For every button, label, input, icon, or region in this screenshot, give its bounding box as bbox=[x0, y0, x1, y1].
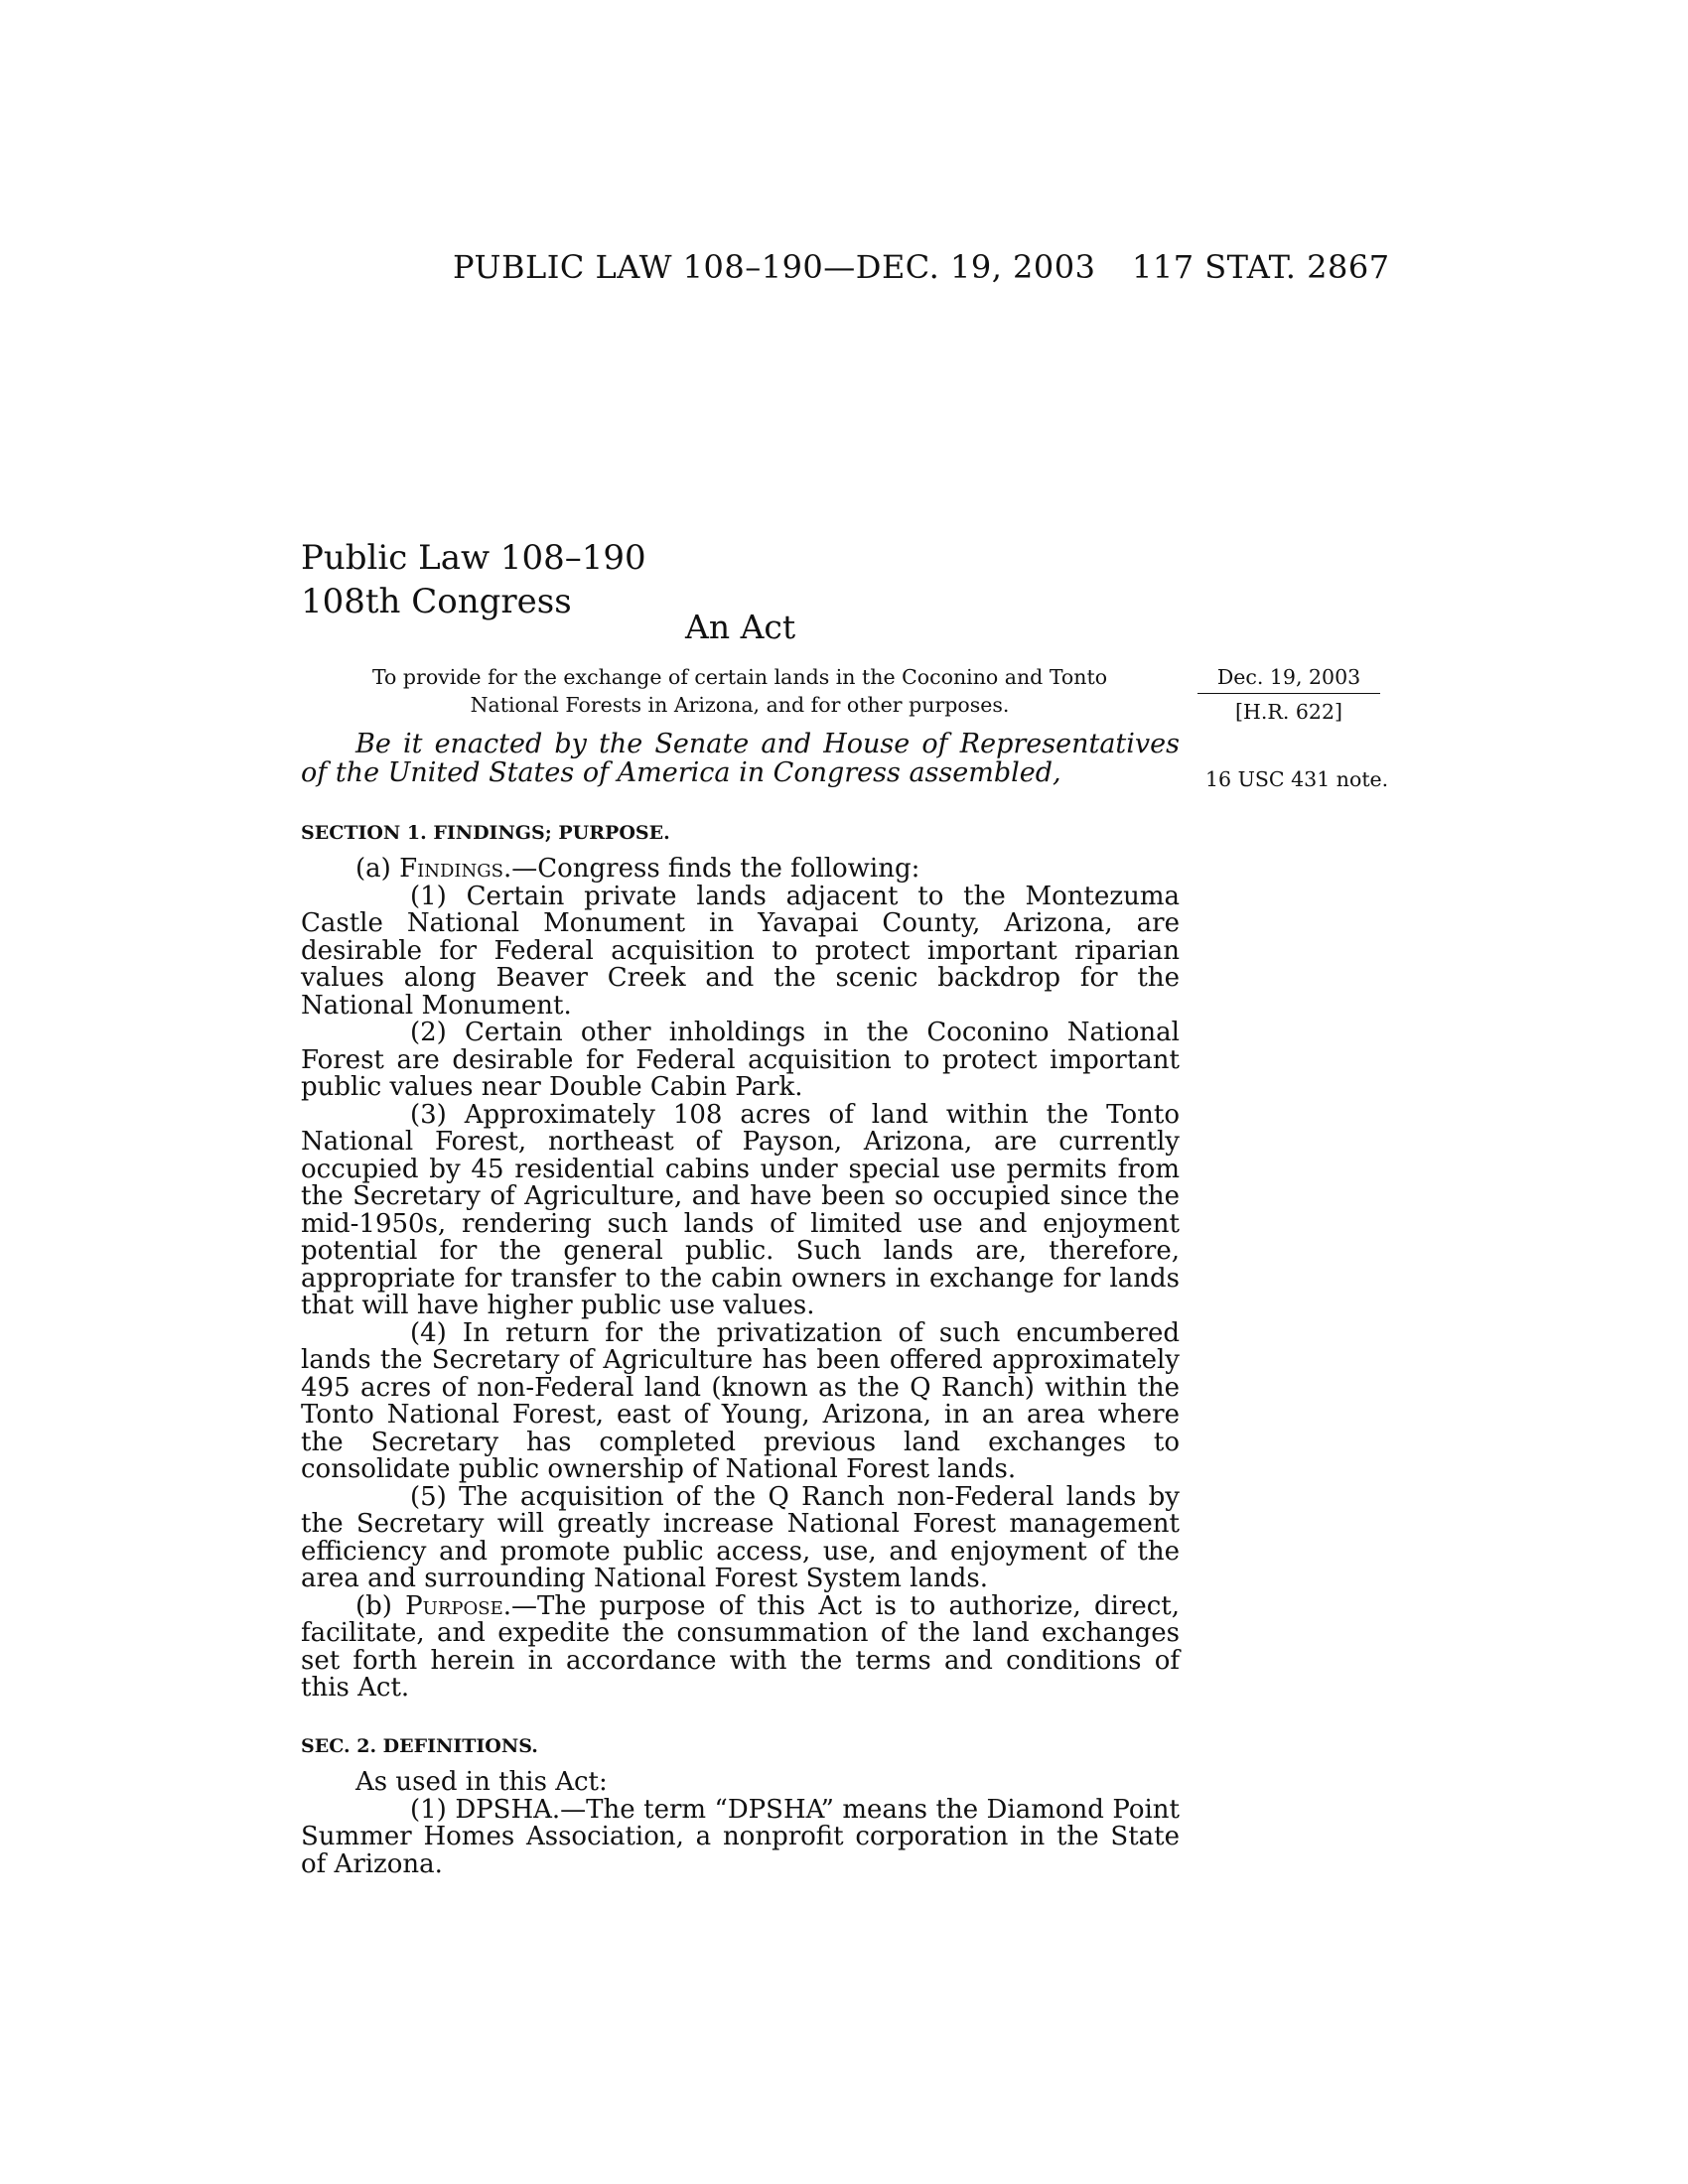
long-title: To provide for the exchange of certain lands in the Coconino and Tonto National Forests in Arizona, and for other purposes. bbox=[371, 665, 1108, 717]
section-2-body bbox=[301, 1769, 1180, 1878]
finding-5: (5) The acquisition of the Q Ranch non-Federal lands by the Secretary will greatly increase National Forest management efficiency and promote public access, use, and enjoyment of the area and surrounding National Forest System lands. bbox=[301, 1481, 1180, 1593]
public-law-number: Public Law 108–190 bbox=[301, 538, 646, 578]
congress-number: 108th Congress bbox=[301, 582, 572, 621]
subsection-a-label: Findings bbox=[399, 854, 503, 884]
bill-number: [H.R. 622] bbox=[1235, 700, 1342, 724]
enacting-clause bbox=[301, 730, 1180, 787]
margin-note-date bbox=[1197, 663, 1380, 726]
law-identification bbox=[301, 536, 646, 623]
finding-1: (1) Certain private lands adjacent to the Montezuma Castle National Monument in Yavapai County, Arizona, are desirable for Federal acquisition to protect important riparian values along Beaver Creek and the scenic backdrop for the National Monument. bbox=[301, 881, 1180, 1021]
subsection-b-label: Purpose bbox=[405, 1590, 503, 1621]
subsection-a-prefix: (a) bbox=[355, 854, 400, 884]
subsection-b bbox=[301, 1590, 1180, 1703]
finding-2: (2) Certain other inholdings in the Coconino National Forest are desirable for Federal acquisition to protect important public values near Double Cabin Park. bbox=[301, 1018, 1180, 1102]
finding-4: (4) In return for the privatization of such encumbered lands the Secretary of Agriculture has been offered approximately 495 acres of non-Federal land (known as the Q Ranch) within the Tonto National Forest, east of Young, Arizona, in an area where the Secretary has completed previous land exchanges to consolidate public ownership of National Forest lands. bbox=[301, 1317, 1180, 1484]
section-1-heading: SECTION 1. FINDINGS; PURPOSE. bbox=[301, 822, 670, 844]
subsection-a bbox=[301, 856, 1180, 884]
definition-1-label: DPSHA bbox=[455, 1794, 552, 1825]
definition-1-text: .—The term “DPSHA” means the Diamond Point Summer Homes Association, a nonprofit corporation in the State of Arizona. bbox=[301, 1794, 1181, 1879]
margin-note-usc: 16 USC 431 note. bbox=[1205, 767, 1389, 791]
section-1-body bbox=[301, 856, 1180, 1703]
definition-1 bbox=[301, 1794, 1181, 1879]
subsection-a-text: .—Congress finds the following: bbox=[502, 854, 920, 884]
section-2-heading: SEC. 2. DEFINITIONS. bbox=[301, 1735, 538, 1757]
enactment-date: Dec. 19, 2003 bbox=[1197, 663, 1380, 694]
subsection-b-text: .—The purpose of this Act is to authorize, direct, facilitate, and expedite the consummation of the land exchanges set forth herein in accordance with the terms and conditions of this Act. bbox=[301, 1590, 1180, 1703]
running-header-left: PUBLIC LAW 108–190—DEC. 19, 2003 bbox=[453, 248, 1096, 286]
subsection-b-prefix: (b) bbox=[355, 1590, 406, 1621]
definition-1-prefix: (1) bbox=[410, 1794, 456, 1825]
enacting-clause-text: Be it enacted by the Senate and House of Representatives of the United States of America in Congress assembled, bbox=[301, 729, 1180, 788]
definitions-intro: As used in this Act: bbox=[355, 1767, 608, 1797]
act-label: An Act bbox=[685, 608, 796, 646]
finding-3: (3) Approximately 108 acres of land within the Tonto National Forest, northeast of Payson, Arizona, are currently occupied by 45 residential cabins under special use permits from the Secretary of Agriculture, and have been so occupied since the mid-1950s, rendering such lands of limited use and enjoyment potential for the general public. Such lands are, therefore, appropriate for transfer to the cabin owners in exchange for lands that will have higher public use values. bbox=[301, 1099, 1180, 1320]
running-header-page: 117 STAT. 2867 bbox=[1132, 248, 1390, 286]
